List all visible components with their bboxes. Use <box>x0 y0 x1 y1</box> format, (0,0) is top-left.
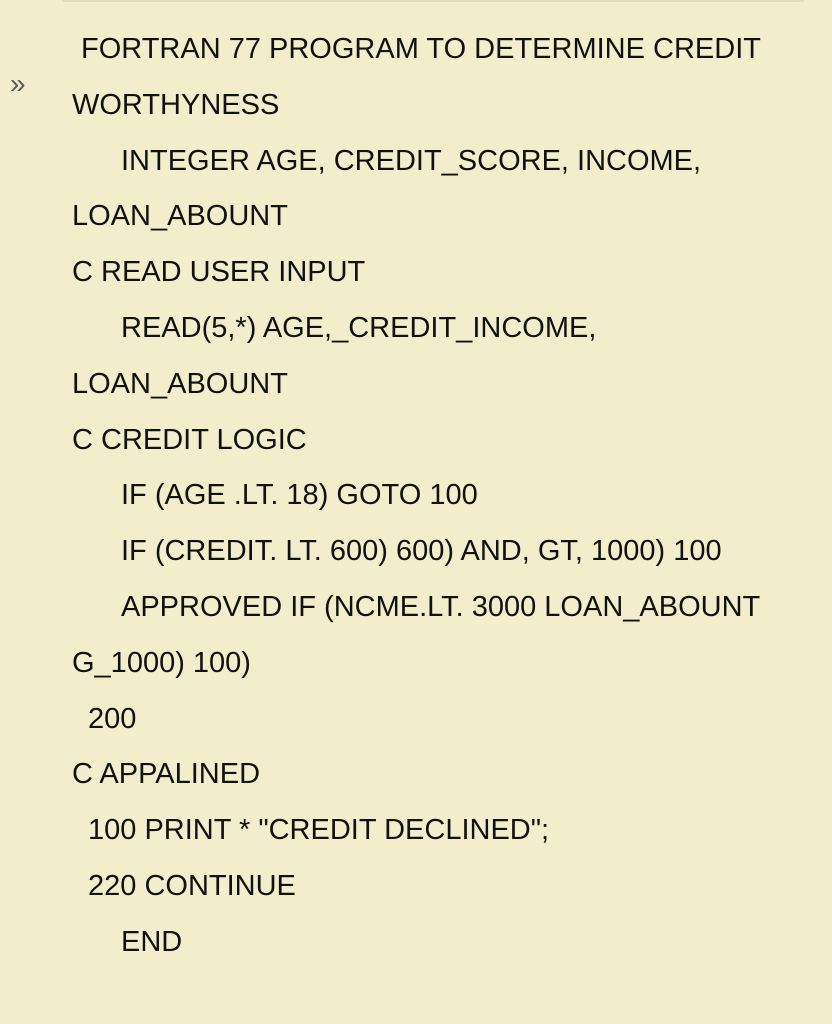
code-line: LOAN_ABOUNT <box>72 200 288 233</box>
code-line: LOAN_ABOUNT <box>72 367 288 400</box>
expand-chevron-icon[interactable]: » <box>10 68 26 99</box>
code-line: WORTHYNESS <box>72 88 280 121</box>
code-line: READ(5,*) AGE,_CREDIT_INCOME, <box>121 311 597 344</box>
code-line: C READ USER INPUT <box>72 256 366 289</box>
code-line: END <box>121 925 183 958</box>
code-line: C CREDIT LOGIC <box>72 423 307 456</box>
code-line: 100 PRINT * "CREDIT DECLINED"; <box>88 814 550 847</box>
code-line: C APPALINED <box>72 758 261 791</box>
code-line: IF (AGE .LT. 18) GOTO 100 <box>121 479 478 512</box>
code-line: G_1000) 100) <box>72 646 251 679</box>
code-line: 200 <box>88 702 137 735</box>
code-line: INTEGER AGE, CREDIT_SCORE, INCOME, <box>121 144 702 177</box>
code-block <box>72 22 812 971</box>
code-line: FORTRAN 77 PROGRAM TO DETERMINE CREDIT <box>81 33 761 65</box>
code-line: APPROVED IF (NCME.LT. 3000 LOAN_ABOUNT <box>121 590 761 623</box>
code-line: IF (CREDIT. LT. 600) 600) AND, GT, 1000) 100 <box>121 535 722 568</box>
top-divider <box>62 0 804 2</box>
code-line: 220 CONTINUE <box>88 869 296 902</box>
